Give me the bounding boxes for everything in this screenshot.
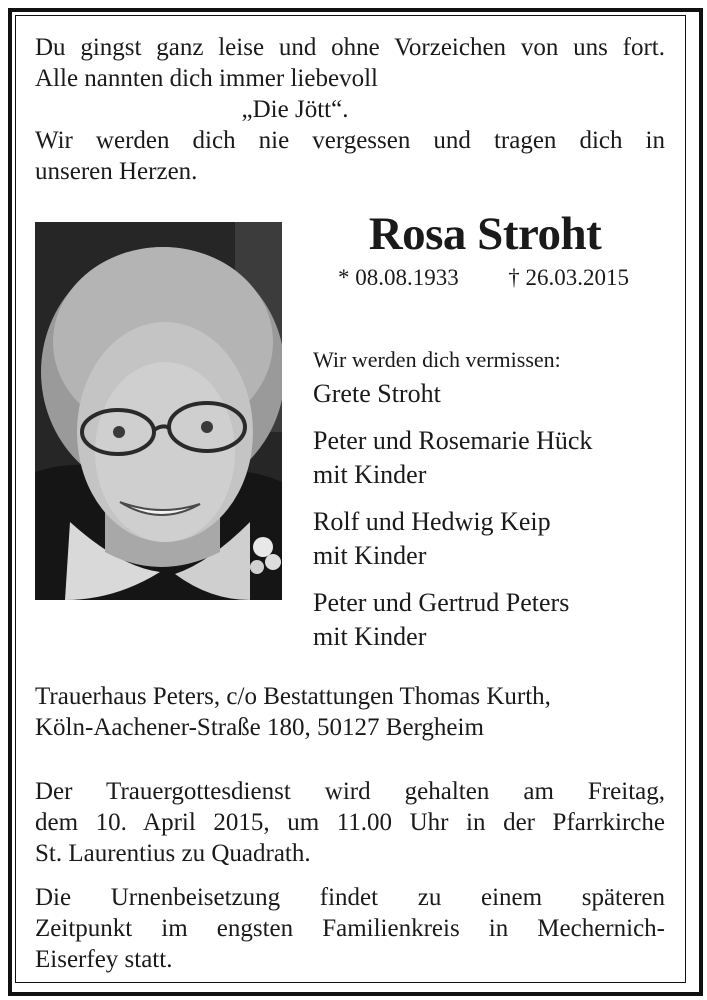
deceased-name: Rosa Stroht	[368, 208, 602, 260]
funeral-home-address	[35, 681, 665, 743]
opening-line-3: Wir werden dich nie vergessen und tragen dich in	[35, 127, 665, 154]
address-line-2: Köln-Aachener-Straße 180, 50127 Bergheim	[35, 714, 484, 741]
life-dates	[338, 264, 629, 292]
burial-line-1: Die Urnenbeisetzung findet zu einem späteren	[35, 884, 665, 911]
mourner-entry	[313, 424, 683, 492]
opening-line-1: Du gingst ganz leise und ohne Vorzeichen von uns fort.	[35, 34, 665, 61]
mourners-intro: Wir werden dich vermissen:	[313, 347, 561, 372]
burial-line-2: Zeitpunkt im engsten Familienkreis in Mechernich-	[35, 915, 665, 942]
mourner-note: mit Kinder	[313, 541, 427, 570]
portrait-image	[35, 222, 282, 600]
mourner-note: mit Kinder	[313, 622, 427, 651]
service-line-3: St. Laurentius zu Quadrath.	[35, 840, 311, 867]
opening-line-4: unseren Herzen.	[35, 158, 198, 185]
mourner-name: Peter und Rosemarie Hück	[313, 426, 593, 455]
mourner-name: Grete Stroht	[313, 379, 441, 408]
birth-date: * 08.08.1933	[338, 265, 459, 290]
burial-notice	[35, 882, 665, 975]
mourner-entry	[313, 377, 683, 411]
mourner-name: Peter und Gertrud Peters	[313, 588, 570, 617]
opening-line-2: Alle nannten dich immer liebevoll	[35, 65, 378, 92]
portrait-photo	[35, 222, 282, 600]
mourners-list	[313, 346, 683, 654]
mourner-entry	[313, 586, 683, 654]
death-date: † 26.03.2015	[508, 265, 629, 290]
mourner-entry	[313, 505, 683, 573]
nickname: „Die Jött“.	[241, 96, 349, 123]
burial-line-3: Eiserfey statt.	[35, 946, 173, 973]
address-line-1: Trauerhaus Peters, c/o Bestattungen Thomas Kurth,	[35, 683, 551, 710]
mourner-note: mit Kinder	[313, 460, 427, 489]
service-line-1: Der Trauergottesdienst wird gehalten am Freitag,	[35, 778, 665, 805]
opening-text	[35, 32, 665, 187]
service-notice	[35, 776, 665, 869]
service-line-2: dem 10. April 2015, um 11.00 Uhr in der Pfarrkirche	[35, 809, 665, 836]
mourner-name: Rolf und Hedwig Keip	[313, 507, 551, 536]
